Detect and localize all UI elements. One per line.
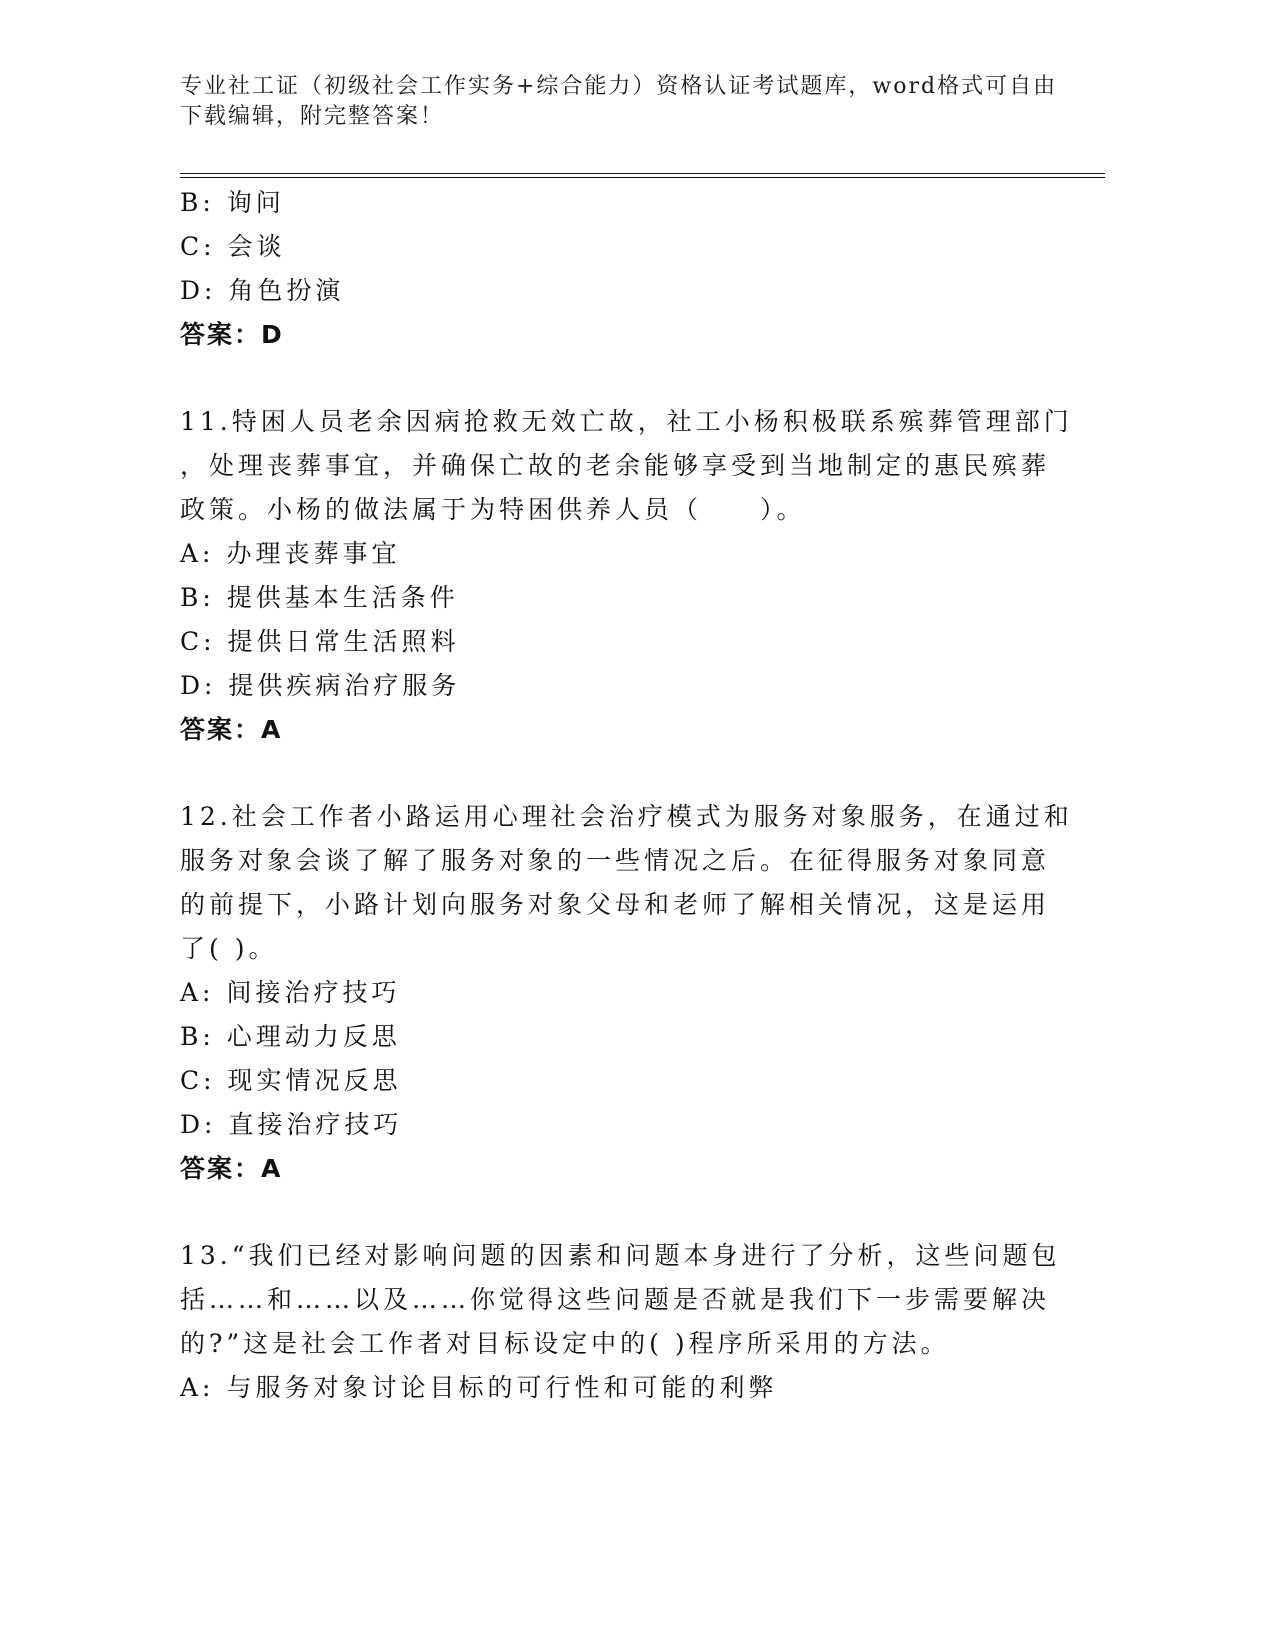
question-13 xyxy=(180,1234,1061,1410)
option-b xyxy=(180,181,1040,225)
question-stem-line: 了( )。 xyxy=(180,934,278,963)
question-stem-line: 括……和……以及……你觉得这些问题是否就是我们下一步需要解决 xyxy=(180,1285,1051,1314)
option-text: 办理丧葬事宜 xyxy=(226,539,401,568)
question-spacer xyxy=(180,357,1040,400)
option-b xyxy=(180,1015,1040,1059)
question-spacer xyxy=(180,1191,1040,1234)
page-header xyxy=(180,72,1100,132)
option-text: 角色扮演 xyxy=(228,276,345,305)
option-text: 直接治疗技巧 xyxy=(228,1110,403,1139)
option-label: A: xyxy=(180,978,215,1007)
question-stem-line: 的?”这是社会工作者对目标设定中的( )程序所采用的方法。 xyxy=(180,1329,950,1358)
option-label: C: xyxy=(180,1066,216,1095)
answer-line: 答案：D xyxy=(180,320,284,349)
question-12 xyxy=(180,795,1073,1191)
option-text: 会谈 xyxy=(227,232,286,261)
option-label: D: xyxy=(180,671,217,700)
header-line-2: 下载编辑，附完整答案！ xyxy=(180,104,445,129)
option-text: 现实情况反思 xyxy=(227,1066,402,1095)
option-text: 心理动力反思 xyxy=(226,1022,401,1051)
option-text: 询问 xyxy=(226,188,285,217)
question-content xyxy=(180,181,1073,1410)
option-text: 提供疾病治疗服务 xyxy=(228,671,461,700)
header-line-1: 专业社工证（初级社会工作实务+综合能力）资格认证考试题库，word格式可自由 xyxy=(180,74,1058,99)
option-label: B: xyxy=(180,583,215,612)
option-c xyxy=(180,620,1040,664)
option-label: C: xyxy=(180,627,216,656)
question-11 xyxy=(180,400,1073,752)
question-stem-line: ，处理丧葬事宜，并确保亡故的老余能够享受到当地制定的惠民殡葬 xyxy=(180,451,1051,480)
option-label: B: xyxy=(180,1022,215,1051)
option-label: C: xyxy=(180,232,216,261)
option-a xyxy=(180,971,1040,1015)
question-spacer xyxy=(180,752,1040,795)
option-label: B: xyxy=(180,188,215,217)
question-stem-line: 11.特困人员老余因病抢救无效亡故，社工小杨积极联系殡葬管理部门 xyxy=(180,407,1073,436)
option-label: D: xyxy=(180,276,217,305)
question-stem-line: 政策。小杨的做法属于为特困供养人员（ ）。 xyxy=(180,495,806,524)
question-stem-line: 服务对象会谈了解了服务对象的一些情况之后。在征得服务对象同意 xyxy=(180,846,1051,875)
option-label: D: xyxy=(180,1110,217,1139)
option-d xyxy=(180,1103,1040,1147)
option-text: 提供日常生活照料 xyxy=(227,627,460,656)
answer-line: 答案：A xyxy=(180,715,283,744)
question-partial xyxy=(180,181,1040,357)
option-c xyxy=(180,1059,1040,1103)
header-divider xyxy=(180,173,1105,178)
option-a xyxy=(180,1366,1040,1410)
option-d xyxy=(180,664,1040,708)
option-text: 提供基本生活条件 xyxy=(226,583,459,612)
question-stem-line: 的前提下，小路计划向服务对象父母和老师了解相关情况，这是运用 xyxy=(180,890,1051,919)
option-b xyxy=(180,576,1040,620)
option-c xyxy=(180,225,1040,269)
answer-line: 答案：A xyxy=(180,1154,283,1183)
question-stem-line: 12.社会工作者小路运用心理社会治疗模式为服务对象服务，在通过和 xyxy=(180,802,1073,831)
question-stem-line: 13.“我们已经对影响问题的因素和问题本身进行了分析，这些问题包 xyxy=(180,1241,1061,1270)
option-a xyxy=(180,532,1040,576)
option-text: 与服务对象讨论目标的可行性和可能的利弊 xyxy=(226,1373,778,1402)
option-text: 间接治疗技巧 xyxy=(226,978,401,1007)
option-d xyxy=(180,269,1040,313)
option-label: A: xyxy=(180,539,215,568)
option-label: A: xyxy=(180,1373,215,1402)
